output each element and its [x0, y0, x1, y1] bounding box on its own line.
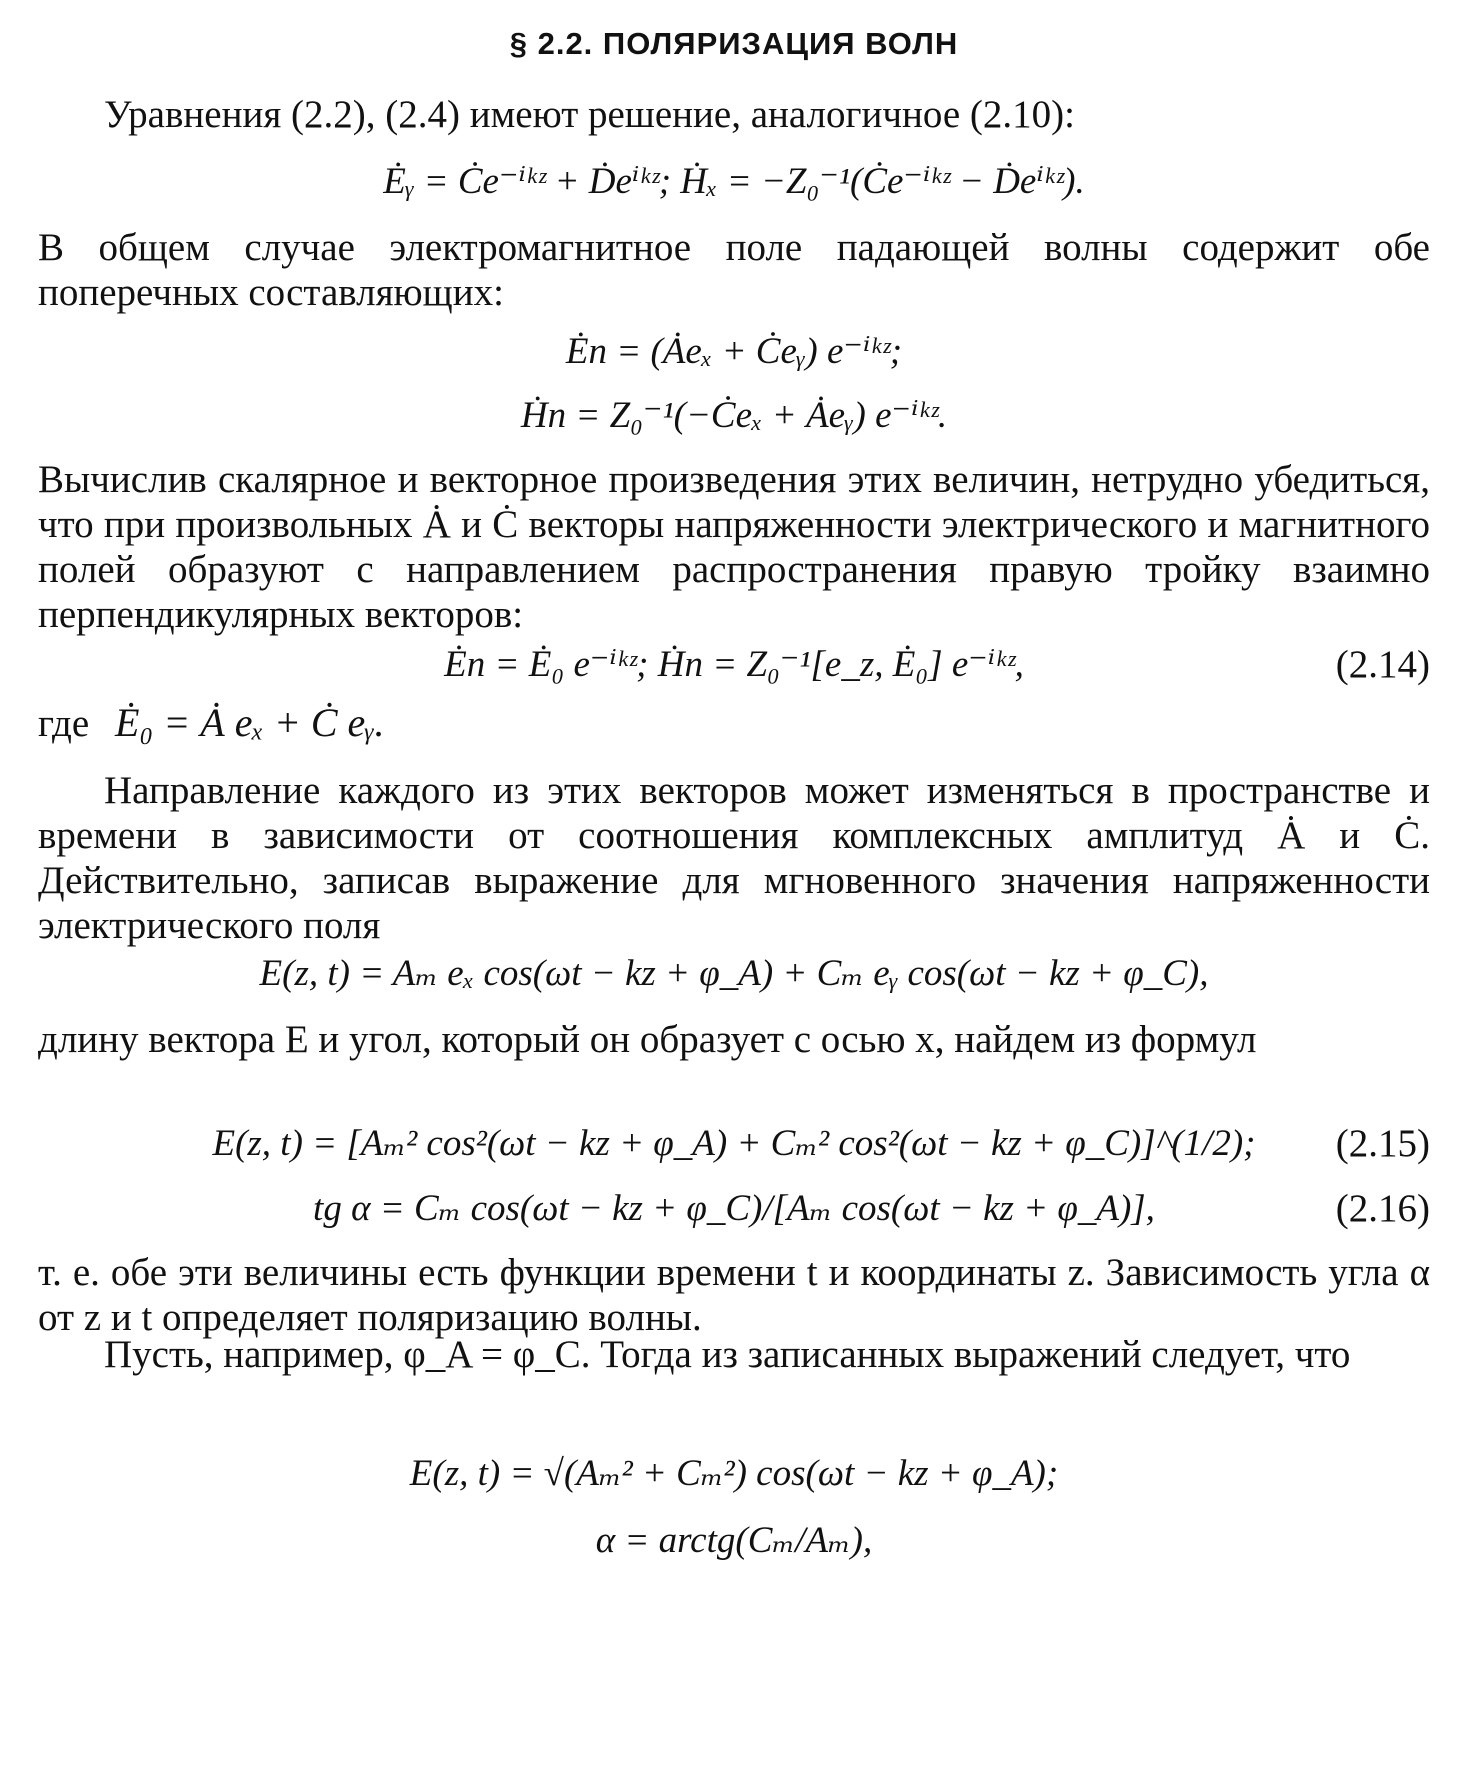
paragraph-6: длину вектора E и угол, который он образует с осью x, найдем из формул: [38, 1018, 1257, 1061]
where-clause: [38, 700, 385, 746]
formula-e-incident: Ėп = (Ȧeₓ + Ċeᵧ) e⁻ⁱᵏᶻ;: [565, 331, 903, 372]
section-heading: § 2.2. ПОЛЯРИЗАЦИЯ ВОЛН: [509, 26, 959, 61]
formula-instantaneous-field: E(z, t) = Aₘ eₓ cos(ωt − kz + φ_A) + Cₘ eᵧ cos(ωt − kz + φ_C),: [259, 953, 1209, 994]
where-label: где: [38, 702, 90, 745]
equation-number-2-16: (2.16): [1335, 1187, 1430, 1230]
paragraph-3: Вычислив скалярное и векторное произведения этих величин, нетрудно убедиться, что при произвольных Ȧ и Ċ векторы напряженности электрического и магнитного полей образуют с направлением распространения правую тройку взаимно перпендикулярных векторов:: [38, 458, 1430, 636]
formula-2-16: tg α = Cₘ cos(ωt − kz + φ_C)/[Aₘ cos(ωt − kz + φ_A)],: [313, 1188, 1155, 1229]
formula-magnitude-linear: E(z, t) = √(Aₘ² + Cₘ²) cos(ωt − kz + φ_A);: [409, 1453, 1059, 1494]
formula-2-14: Ėп = Ė₀ e⁻ⁱᵏᶻ; Ḣп = Z₀⁻¹[e_z, Ė₀] e⁻ⁱᵏᶻ,: [444, 644, 1024, 685]
formula-field-components: Ėᵧ = Ċe⁻ⁱᵏᶻ + Ḋeⁱᵏᶻ; Ḣₓ = −Z₀⁻¹(Ċe⁻ⁱᵏᶻ − Ḋeⁱᵏᶻ).: [383, 161, 1085, 202]
equation-number-2-15: (2.15): [1335, 1122, 1430, 1165]
formula-angle-linear: α = arctg(Cₘ/Aₘ),: [595, 1520, 873, 1561]
paragraph-1: Уравнения (2.2), (2.4) имеют решение, аналогичное (2.10):: [104, 93, 1075, 136]
paragraph-7: т. е. обе эти величины есть функции времени t и координаты z. Зависимость угла α от z и t определяет поляризацию волны.: [38, 1251, 1430, 1339]
paragraph-8: Пусть, например, φ_A = φ_C. Тогда из записанных выражений следует, что: [104, 1333, 1351, 1376]
paragraph-2: В общем случае электромагнитное поле падающей волны содержит обе поперечных составляющих:: [38, 226, 1430, 314]
paragraph-5: Направление каждого из этих векторов может изменяться в пространстве и времени в зависимости от соотношения комплексных амплитуд Ȧ и Ċ. Действительно, записав выражение для мгновенного значения напряженности электрического поля: [38, 769, 1430, 947]
page: [38, 0, 1430, 1778]
formula-2-15: E(z, t) = [Aₘ² cos²(ωt − kz + φ_A) + Cₘ² cos²(ωt − kz + φ_C)]^(1/2);: [212, 1123, 1256, 1164]
formula-h-incident: Ḣп = Z₀⁻¹(−Ċeₓ + Ȧeᵧ) e⁻ⁱᵏᶻ.: [520, 395, 948, 436]
equation-number-2-14: (2.14): [1335, 643, 1430, 686]
where-math: Ė₀ = Ȧ eₓ + Ċ eᵧ.: [114, 700, 385, 745]
